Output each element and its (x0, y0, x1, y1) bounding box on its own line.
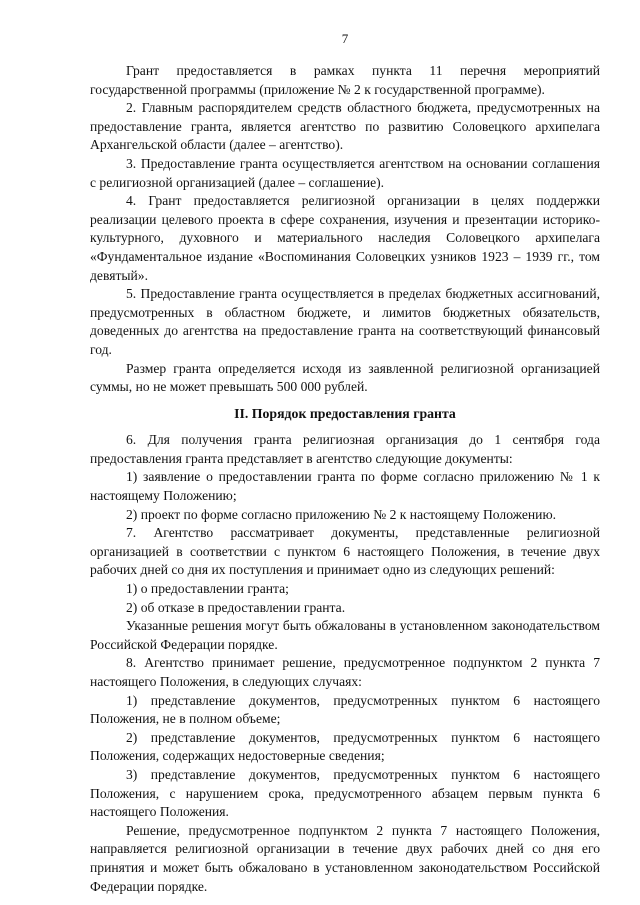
page-number: 7 (341, 31, 349, 46)
paragraph-grant-amount: Размер гранта определяется исходя из заявленной религиозной организацией суммы, но не может превышать 500 000 рублей. (90, 360, 600, 395)
section-heading: II. Порядок предоставления гранта (234, 405, 456, 421)
paragraph-4-grant-purpose: 4. Грант предоставляется религиозной организации в целях поддержки реализации целевого проекта в сфере сохранения, изучения и презентации историко-культурного, духовного и материального наследия Соловецкого архипелага «Фундаментальное издание «Воспоминания Соловецких узников 1923 – 1939 гг., том девятый». (90, 193, 600, 283)
paragraph-7-item-2: 2) об отказе в предоставлении гранта. (126, 599, 346, 615)
paragraph-2-main-manager: 2. Главным распорядителем средств областного бюджета, предусмотренных на предоставление гранта, является агентство по развитию Соловецкого архипелага Архангельской области (далее – агентство). (90, 100, 600, 153)
paragraph-8-item-2: 2) представление документов, предусмотренных пунктом 6 настоящего Положения, содержащих недостоверные сведения; (90, 729, 600, 764)
paragraph-5-budget-limits: 5. Предоставление гранта осуществляется в пределах бюджетных ассигнований, предусмотренных в областном бюджете, и лимитов бюджетных обязательств, доведенных до агентства на предоставление гранта на соответствующий финансовый год. (90, 286, 600, 357)
paragraph-8-notification: Решение, предусмотренное подпунктом 2 пункта 7 настоящего Положения, направляется религиозной организации в течение двух рабочих дней со дня его принятия и может быть обжаловано в установленном законодательством Российской Федерации порядке. (90, 822, 600, 894)
paragraph-8-item-3: 3) представление документов, предусмотренных пунктом 6 настоящего Положения, с нарушением срока, предусмотренного абзацем первым пункта 6 настоящего Положения. (90, 766, 600, 820)
paragraph-6-item-1: 1) заявление о предоставлении гранта по форме согласно приложению № 1 к настоящему Положению; (90, 469, 600, 504)
paragraph-8-item-1: 1) представление документов, предусмотренных пунктом 6 настоящего Положения, не в полном объеме; (90, 692, 600, 727)
paragraph-7-review: 7. Агентство рассматривает документы, представленные религиозной организацией в соответствии с пунктом 6 настоящего Положения, в течение двух рабочих дней со дня их поступления и принимает одно из следующих решений: (90, 525, 600, 578)
paragraph-6-documents: 6. Для получения гранта религиозная организация до 1 сентября года предоставления гранта представляет в агентство следующие документы: (90, 432, 600, 466)
paragraph-8-refusal-cases: 8. Агентство принимает решение, предусмотренное подпунктом 2 пункта 7 настоящего Положения, в следующих случаях: (90, 655, 600, 689)
paragraph-7-item-1: 1) о предоставлении гранта; (126, 581, 289, 597)
paragraph-grant-scope: Грант предоставляется в рамках пункта 11 перечня мероприятий государственной программы (приложение № 2 к государственной программе). (90, 63, 600, 97)
paragraph-3-agreement: 3. Предоставление гранта осуществляется агентством на основании соглашения с религиозной организацией (далее – соглашение). (90, 155, 600, 190)
document-page (90, 30, 600, 896)
paragraph-6-item-2: 2) проект по форме согласно приложению № 2 к настоящему Положению. (126, 506, 557, 522)
paragraph-7-appeal: Указанные решения могут быть обжалованы в установленном законодательством Российской Федерации порядке. (90, 618, 600, 652)
